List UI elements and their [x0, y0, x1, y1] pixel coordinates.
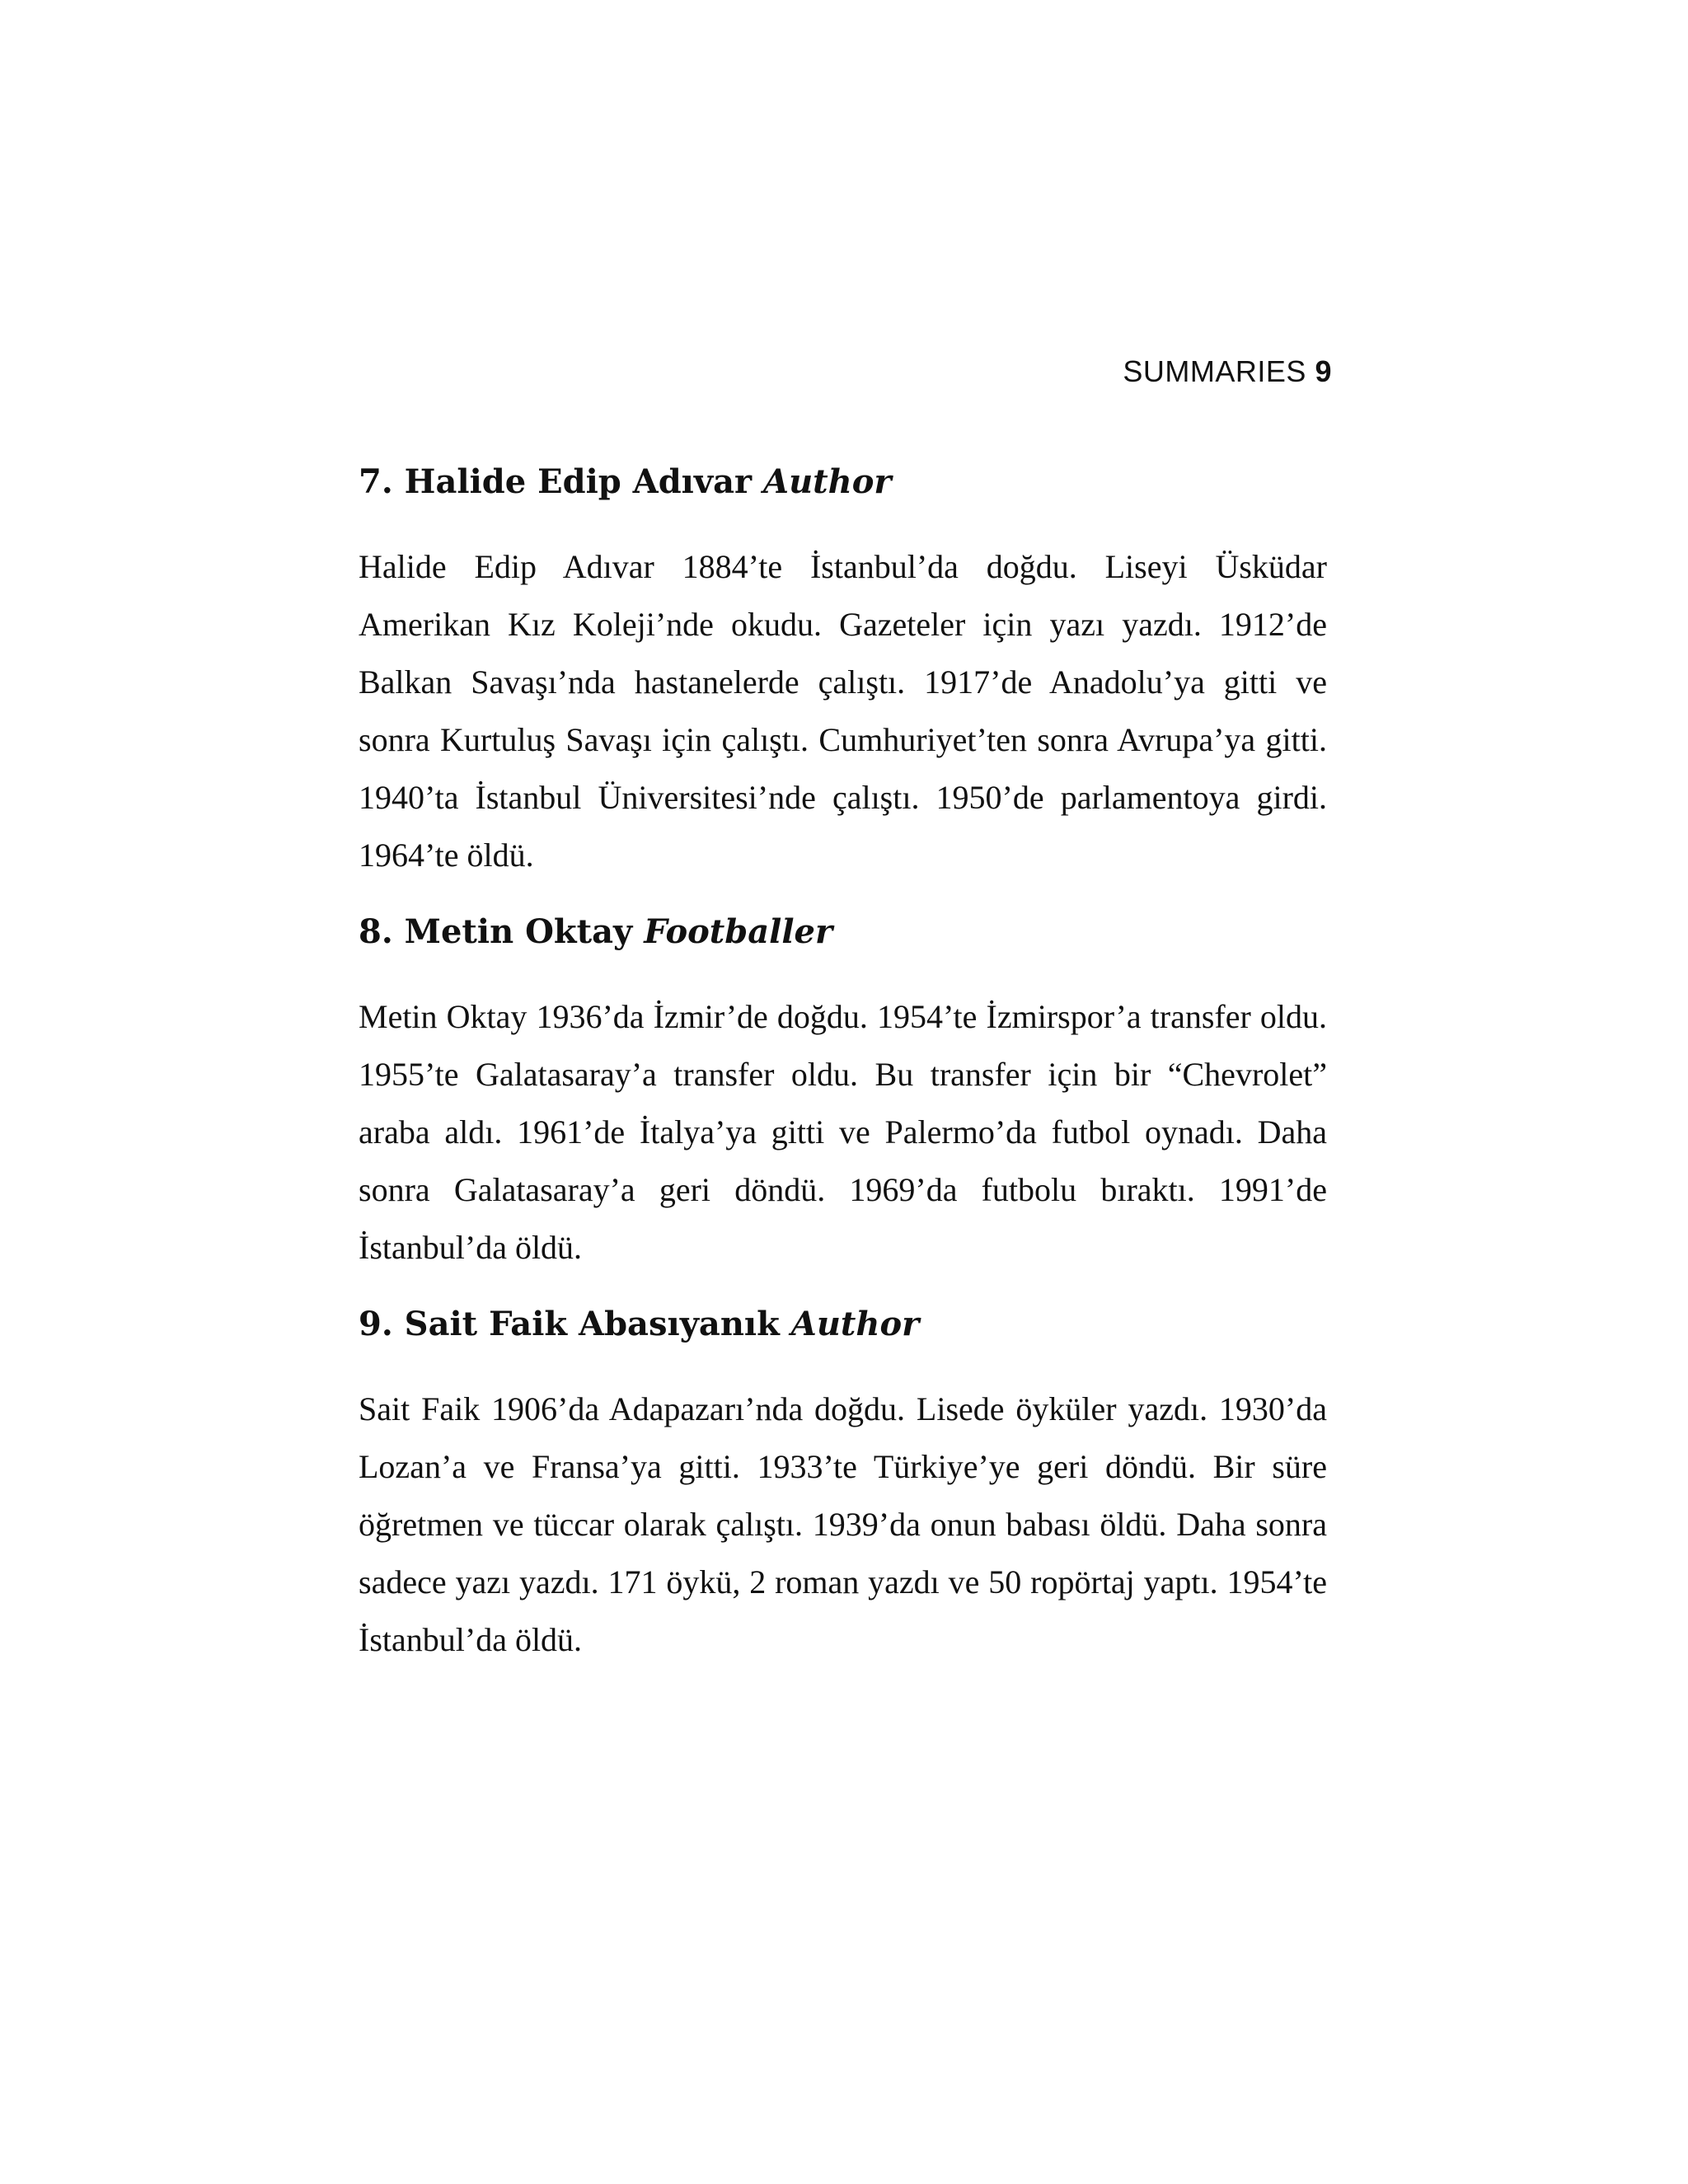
entry-body: Metin Oktay 1936’da İzmir’de doğdu. 1954’te İzmirspor’a transfer oldu. 1955’te Galatasaray’a transfer oldu. Bu transfer için bir “Chevrolet” araba aldı. 1961’de İtalya’ya gitti ve Palermo’da futbol oynadı. Daha sonra Galatasaray’a geri döndü. 1969’da futbolu bıraktı. 1991’de İstanbul’da öldü. — [359, 998, 1327, 1266]
entry-heading — [359, 1300, 1327, 1349]
entry-role: Author — [790, 1305, 920, 1343]
entry-title: 9. Sait Faik Abasıyanık — [359, 1305, 780, 1343]
entry-body: Halide Edip Adıvar 1884’te İstanbul’da doğdu. Liseyi Üsküdar Amerikan Kız Koleji’nde okudu. Gazeteler için yazı yazdı. 1912’de Balkan Savaşı’nda hastanelerde çalıştı. 1917’de Anadolu’ya gitti ve sonra Kurtuluş Savaşı için çalıştı. Cumhuriyet’ten sonra Avrupa’ya gitti. 1940’ta İstanbul Üniversitesi’nde çalıştı. 1950’de parlamentoya girdi. 1964’te öldü. — [359, 548, 1327, 874]
page-number: 9 — [1315, 354, 1332, 388]
entry-title: 8. Metin Oktay — [359, 912, 633, 951]
page-content — [359, 457, 1327, 1692]
entry-body: Sait Faik 1906’da Adapazarı’nda doğdu. Lisede öyküler yazdı. 1930’da Lozan’a ve Fransa’ya gitti. 1933’te Türkiye’ye geri döndü. Bir süre öğretmen ve tüccar olarak çalıştı. 1939’da onun babası öldü. Daha sonra sadece yazı yazdı. 171 öykü, 2 roman yazdı ve 50 ropörtaj yaptı. 1954’te İstanbul’da öldü. — [359, 1390, 1327, 1658]
entry-heading — [359, 457, 1327, 507]
entry-sait-faik-abasiyanik — [359, 1300, 1327, 1669]
entry-role: Footballer — [644, 912, 833, 951]
entry-role: Author — [763, 462, 892, 501]
entry-metin-oktay — [359, 907, 1327, 1277]
entry-halide-edip-adivar — [359, 457, 1327, 884]
entry-title: 7. Halide Edip Adıvar — [359, 462, 753, 501]
entry-heading — [359, 907, 1327, 957]
running-header-section: SUMMARIES — [1123, 354, 1306, 388]
running-header — [1123, 354, 1332, 389]
